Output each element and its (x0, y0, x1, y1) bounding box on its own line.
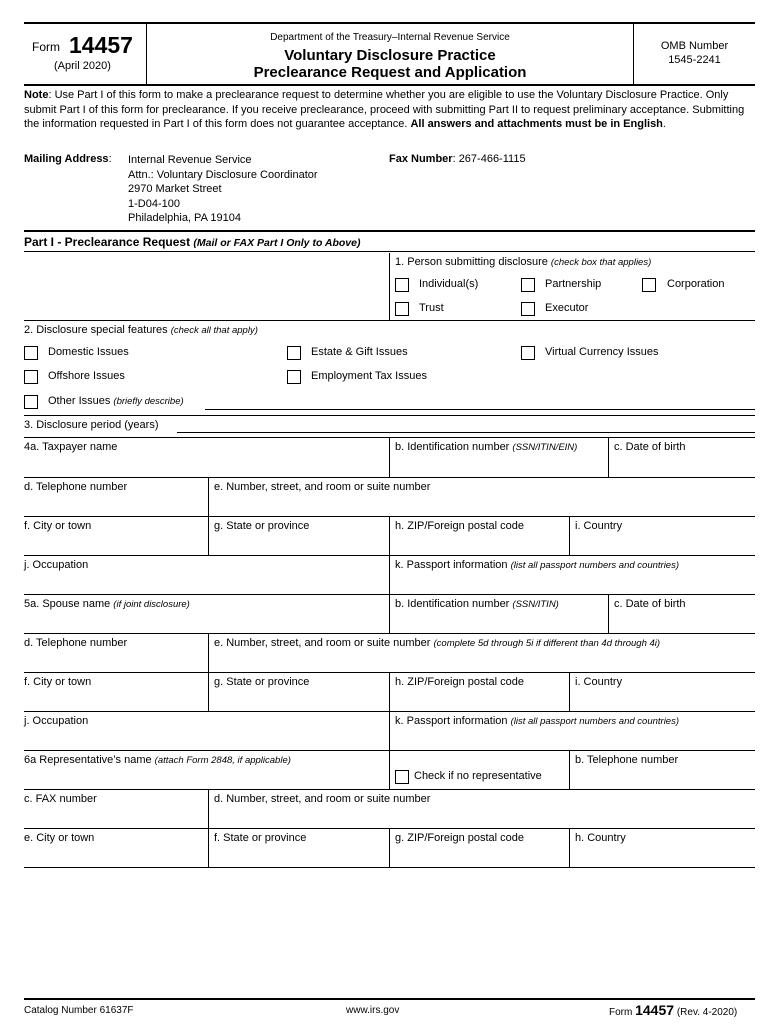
form-title-line2: Preclearance Request and Application (253, 64, 527, 81)
divider (208, 789, 209, 828)
representative-zip-label: g. ZIP/Foreign postal code (395, 832, 525, 844)
form-id-box (24, 24, 147, 84)
no-representative-checkbox[interactable] (395, 770, 409, 784)
divider (608, 437, 609, 477)
representative-city-label: e. City or town (24, 832, 95, 844)
mailing-line: Internal Revenue Service (128, 154, 252, 166)
divider (24, 867, 755, 868)
divider (608, 594, 609, 633)
divider (389, 516, 390, 555)
representative-state-label: f. State or province (214, 832, 307, 844)
corporation-label: Corporation (667, 278, 725, 290)
footer-form-id: Form 14457 (Rev. 4-2020) (609, 1002, 738, 1018)
divider (389, 555, 390, 594)
form-title-line1: Voluntary Disclosure Practice (284, 47, 496, 64)
form-header (24, 22, 755, 86)
offshore-issues-label: Offshore Issues (48, 370, 125, 382)
spouse-city-label: f. City or town (24, 676, 92, 688)
divider (389, 828, 390, 867)
spouse-passport-label: k. Passport information (list all passport numbers and countries) (395, 715, 679, 727)
omb-number: 1545-2241 (668, 54, 721, 66)
spouse-zip-label: h. ZIP/Foreign postal code (395, 676, 525, 688)
partnership-label: Partnership (545, 278, 602, 290)
individuals-label: Individual(s) (419, 278, 479, 290)
divider (24, 320, 755, 321)
q2-label: 2. Disclosure special features (check all that apply) (24, 324, 258, 336)
trust-checkbox[interactable] (395, 302, 409, 316)
trust-label: Trust (419, 302, 444, 314)
omb-label: OMB Number (660, 40, 729, 52)
divider (389, 253, 390, 320)
taxpayer-id-label: b. Identification number (SSN/ITIN/EIN) (395, 441, 578, 453)
divider (208, 516, 209, 555)
other-issues-label: Other Issues (briefly describe) (48, 395, 184, 407)
mailing-line: Attn.: Voluntary Disclosure Coordinator (128, 168, 318, 181)
partnership-checkbox[interactable] (521, 278, 535, 292)
form-word: Form (32, 40, 60, 54)
offshore-issues-checkbox[interactable] (24, 370, 38, 384)
spouse-dob-label: c. Date of birth (614, 598, 686, 610)
executor-label: Executor (545, 302, 589, 314)
department: Department of the Treasury–Internal Revenue Service (270, 32, 510, 43)
mailing-address-label: Mailing Address: (24, 153, 112, 165)
other-issues-checkbox[interactable] (24, 395, 38, 409)
other-issues-input[interactable] (205, 409, 755, 410)
virtual-currency-label: Virtual Currency Issues (545, 346, 659, 358)
taxpayer-dob-label: c. Date of birth (614, 441, 686, 453)
spouse-street-label: e. Number, street, and room or suite number (complete 5d through 5i if different than 4d through 4i) (214, 637, 661, 649)
form-number: 14457 (69, 32, 133, 58)
divider (389, 594, 390, 633)
divider (389, 750, 390, 789)
domestic-issues-label: Domestic Issues (48, 346, 129, 358)
divider (24, 633, 755, 634)
taxpayer-phone-label: d. Telephone number (24, 481, 128, 493)
executor-checkbox[interactable] (521, 302, 535, 316)
taxpayer-street-label: e. Number, street, and room or suite number (214, 481, 431, 493)
catalog-number: Catalog Number 61637F (24, 1005, 134, 1016)
taxpayer-occupation-label: j. Occupation (24, 559, 89, 571)
irs-website[interactable]: www.irs.gov (346, 1005, 400, 1016)
spouse-id-label: b. Identification number (SSN/ITIN) (395, 598, 559, 610)
domestic-issues-checkbox[interactable] (24, 346, 38, 360)
divider (569, 672, 570, 711)
fax-number: Fax Number: 267-466-1115 (389, 153, 526, 165)
divider (208, 633, 209, 672)
taxpayer-city-label: f. City or town (24, 520, 92, 532)
divider (389, 711, 390, 750)
employment-tax-label: Employment Tax Issues (311, 370, 427, 382)
representative-street-label: d. Number, street, and room or suite number (214, 793, 431, 805)
note-text: : Use Part I of this form to make a preclearance request to determine whether you are eligible to use the Voluntary Disclosure Practice. Only submit Part I of this form for preclearance. If you receive preclearance, proceed with submitting Part II to request preliminary acceptance. Submitting the information requested in Part I of this form does not guarantee acceptance. (24, 89, 745, 130)
individuals-checkbox[interactable] (395, 278, 409, 292)
representative-name-label: 6a Representative’s name (attach Form 2848, if applicable) (24, 754, 291, 766)
divider (208, 828, 209, 867)
form-title-box (147, 24, 633, 84)
disclosure-period-input[interactable] (177, 432, 755, 433)
spouse-country-label: i. Country (575, 676, 623, 688)
note-bold-text: All answers and attachments must be in English (410, 118, 663, 130)
taxpayer-zip-label: h. ZIP/Foreign postal code (395, 520, 525, 532)
estate-gift-checkbox[interactable] (287, 346, 301, 360)
instructions-note (24, 88, 755, 132)
spouse-occupation-label: j. Occupation (24, 715, 89, 727)
part1-heading: Part I - Preclearance Request (Mail or FAX Part I Only to Above) (24, 230, 755, 252)
representative-fax-label: c. FAX number (24, 793, 97, 805)
note-label: Note (24, 89, 49, 101)
divider (208, 477, 209, 516)
no-representative-label: Check if no representative (414, 770, 542, 782)
estate-gift-label: Estate & Gift Issues (311, 346, 408, 358)
taxpayer-passport-label: k. Passport information (list all passport numbers and countries) (395, 559, 679, 571)
divider (24, 415, 755, 416)
q3-label: 3. Disclosure period (years) (24, 419, 159, 431)
spouse-state-label: g. State or province (214, 676, 310, 688)
divider (389, 672, 390, 711)
divider (208, 672, 209, 711)
q1-label: 1. Person submitting disclosure (check box that applies) (395, 256, 652, 268)
form-date: (April 2020) (54, 60, 111, 72)
divider (24, 477, 755, 478)
mailing-address (128, 153, 318, 226)
corporation-checkbox[interactable] (642, 278, 656, 292)
mailing-line: Philadelphia, PA 19104 (128, 212, 241, 224)
mailing-line: 2970 Market Street (128, 183, 222, 195)
spouse-name-label: 5a. Spouse name (if joint disclosure) (24, 598, 190, 610)
mailing-line: 1-D04-100 (128, 197, 180, 210)
taxpayer-name-label: 4a. Taxpayer name (24, 441, 118, 453)
taxpayer-state-label: g. State or province (214, 520, 310, 532)
divider (569, 750, 570, 789)
representative-country-label: h. Country (575, 832, 626, 844)
divider (389, 437, 390, 477)
taxpayer-country-label: i. Country (575, 520, 623, 532)
employment-tax-checkbox[interactable] (287, 370, 301, 384)
representative-phone-label: b. Telephone number (575, 754, 679, 766)
divider (569, 516, 570, 555)
divider (24, 789, 755, 790)
note-end: . (662, 118, 666, 130)
footer-rule (24, 998, 755, 1000)
virtual-currency-checkbox[interactable] (521, 346, 535, 360)
spouse-phone-label: d. Telephone number (24, 637, 128, 649)
omb-box (633, 24, 755, 84)
divider (569, 828, 570, 867)
